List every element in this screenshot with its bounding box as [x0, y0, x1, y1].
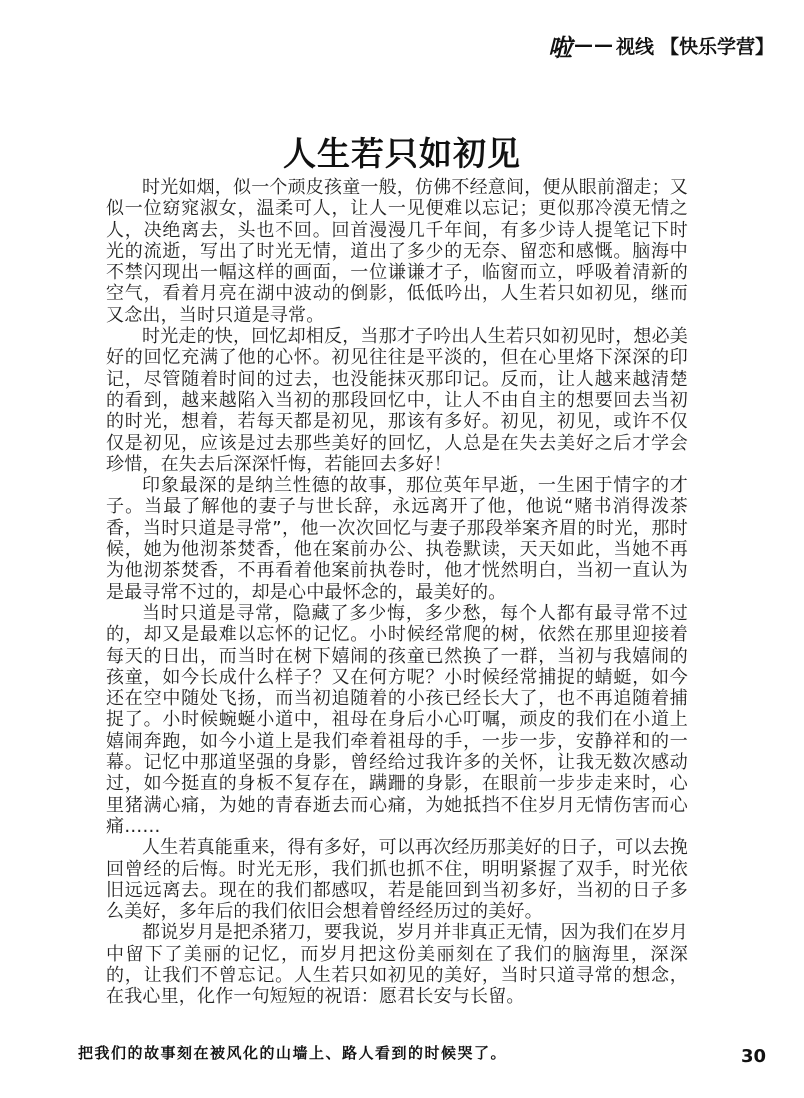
column-tag: 【快乐学营】: [659, 35, 774, 58]
article-title: 人生若只如初见: [283, 134, 521, 174]
paragraph: 印象最深的是纳兰性德的故事，那位英年早逝，一生困于情字的才子。当最了解他的妻子与世长辞，永远离开了他，他说“赌书消得泼茶香，当时只道是寻常”，他一次次回忆与妻子那段举案齐眉的时光，那时候，她为他沏茶焚香，他在案前办公、执卷默读，天天如此，当她不再为他沏茶焚香，不再看着他案前执卷时，他才恍然明白，当初一直认为是最寻常不过的，却是心中最怀念的，最美好的。: [106, 475, 688, 603]
column-header: [548, 30, 774, 60]
paragraph: 时光走的快，回忆却相反，当那才子吟出人生若只如初见时，想必美好的回忆充满了他的心怀。初见往往是平淡的，但在心里烙下深深的印记，尽管随着时间的过去，也没能抹灭那印记。反而，让人越来越清楚的看到，越来越陷入当初的那段回忆中，让人不由自主的想要回去当初的时光，想着，若每天都是初见，那该有多好。初见，初见，或许不仅仅是初见，应该是过去那些美好的回忆，人总是在失去美好之后才学会珍惜，在失去后深深忏悔，若能回去多好！: [106, 326, 688, 475]
column-name: 视线: [615, 35, 654, 58]
paragraph: 都说岁月是把杀猪刀，要我说，岁月并非真正无情，因为我们在岁月中留下了美丽的记忆，而岁月把这份美丽刻在了我们的脑海里，深深的，让我们不曾忘记。人生若只如初见的美好，当时只道寻常的想念，在我心里，化作一句短短的祝语：愿君长安与长留。: [106, 922, 688, 1008]
paragraph: 人生若真能重来，得有多好，可以再次经历那美好的日子，可以去挽回曾经的后悔。时光无形，我们抓也抓不住，明明紧握了双手，时光依旧远远离去。现在的我们都感叹，若是能回到当初多好，当初的日子多么美好，多年后的我们依旧会想着曾经经历过的美好。: [106, 837, 688, 923]
column-dash: ——: [573, 34, 614, 56]
page-number: 30: [740, 1046, 766, 1067]
paragraph: 时光如烟，似一个顽皮孩童一般，仿佛不经意间，便从眼前溜走；又似一位窈窕淑女，温柔可人，让人一见便难以忘记；更似那冷漠无情之人，决绝离去，头也不回。回首漫漫几千年间，有多少诗人提笔记下时光的流逝，写出了时光无情，道出了多少的无奈、留恋和感慨。脑海中不禁闪现出一幅这样的画面，一位谦谦才子，临窗而立，呼吸着清新的空气，看着月亮在湖中波动的倒影，低低吟出，人生若只如初见，继而又念出，当时只道是寻常。: [106, 177, 688, 326]
column-brush-mark: 啦: [547, 32, 572, 62]
article-body: [106, 177, 688, 1008]
paragraph: 当时只道是寻常，隐藏了多少悔，多少愁，每个人都有最寻常不过的，却又是最难以忘怀的记忆。小时候经常爬的树，依然在那里迎接着每天的日出，而当时在树下嬉闹的孩童已然换了一群，当初与我嬉闹的孩童，如今长成什么样子？又在何方呢？小时候经常捕捉的蜻蜓，如今还在空中随处飞扬，而当初追随着的小孩已经长大了，也不再追随着捕捉了。小时候蜿蜒小道中，祖母在身后小心叮嘱，顽皮的我们在小道上嬉闹奔跑，如今小道上是我们牵着祖母的手，一步一步，安静祥和的一幕。记忆中那道坚强的身影，曾经给过我许多的关怀，让我无数次感动过，如今挺直的身板不复存在，蹒跚的身影，在眼前一步步走来时，心里猪满心痛，为她的青春逝去而心痛，为她抵挡不住岁月无情伤害而心痛……: [106, 602, 688, 837]
footer-quote: 把我们的故事刻在被风化的山墙上、路人看到的时候哭了。: [78, 1044, 508, 1062]
